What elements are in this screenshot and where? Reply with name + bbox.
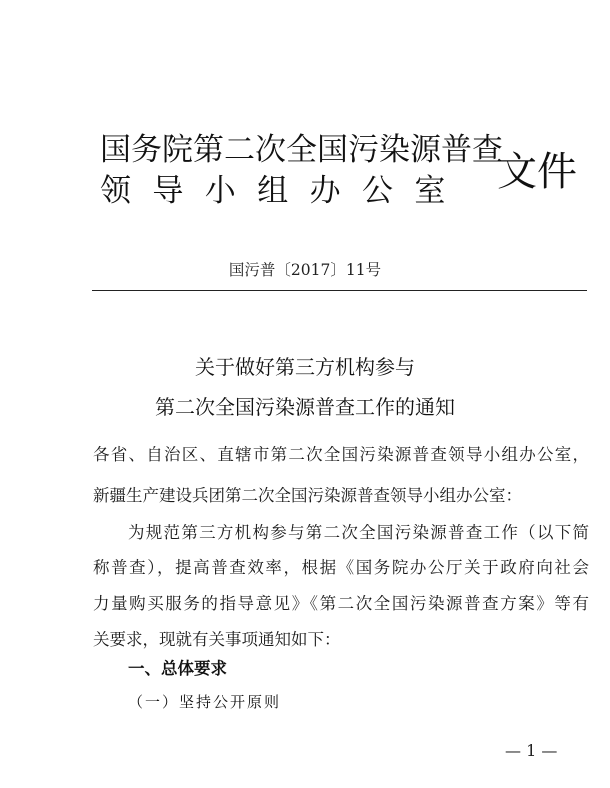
issuing-org-line-2: 领导小组办公室 <box>100 173 467 209</box>
addressee-line-2: 新疆生产建设兵团第二次全国污染源普查领导小组办公室： <box>93 486 522 505</box>
section-heading: 一、总体要求 <box>128 659 227 678</box>
notice-title-line-2: 第二次全国污染源普查工作的通知 <box>155 395 455 419</box>
paragraph-line-4: 关要求，现就有关事项通知如下： <box>93 630 341 649</box>
paragraph-line-2: 称普查），提高普查效率，根据《国务院办公厅关于政府向社会 <box>93 558 589 577</box>
issuing-org-line-1: 国务院第二次全国污染源普查 <box>100 132 503 168</box>
notice-title-line-1: 关于做好第三方机构参与 <box>195 355 415 379</box>
header-divider <box>92 290 587 291</box>
subsection-heading: （一）坚持公开原则 <box>128 693 282 711</box>
paragraph-line-3: 力量购买服务的指导意见》《第二次全国污染源普查方案》等有 <box>93 594 589 613</box>
document-number: 国污普〔2017〕11号 <box>228 261 382 279</box>
addressee-line-1: 各省、自治区、直辖市第二次全国污染源普查领导小组办公室， <box>93 445 589 464</box>
page-number: — 1 — <box>505 741 558 760</box>
paragraph-line-1: 为规范第三方机构参与第二次全国污染源普查工作（以下简 <box>128 523 589 542</box>
document-type: 文件 <box>497 149 577 195</box>
